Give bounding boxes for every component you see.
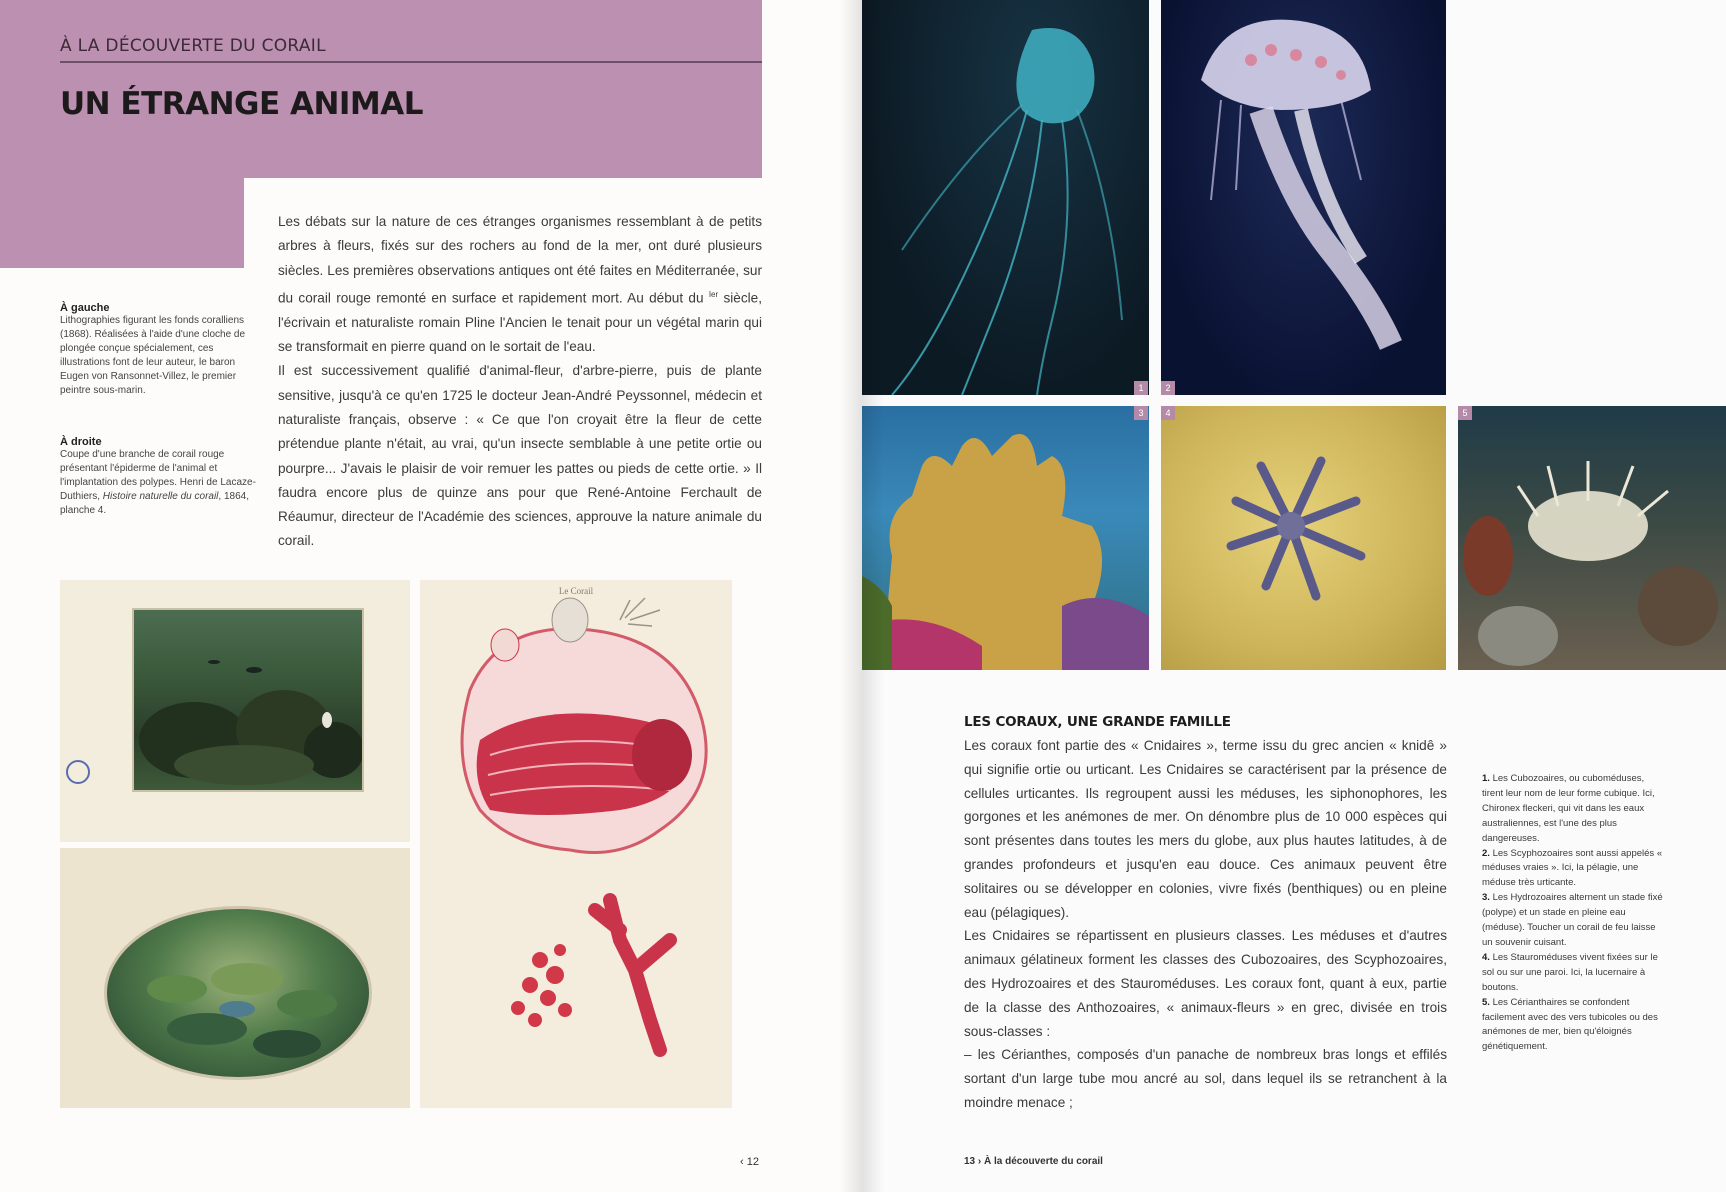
intro-paragraph-2: Il est successivement qualifié d'animal-fleur, d'arbre-pierre, puis de plante sensitive, jusqu'à ce qu'en 1725 le docteur Jean-André Peyssonnel, médecin et naturaliste français, observe : « Ce que l'on croyait être la fleur de cette prétendue plante n'était, au vrai, qu'un insecte semblable à une petite ortie ou pourpre... J'avais le plaisir de voir remuer les pattes ou pieds de cette ortie. » Il faudra encore plus de quinze ans pour que René-Antoine Ferchault de Réaumur, directeur de l'Académie des sciences, approuve la nature animale du corail. bbox=[278, 363, 762, 549]
family-body-text bbox=[964, 734, 1447, 1115]
kicker-rule bbox=[60, 61, 762, 63]
lithograph-underwater-1 bbox=[60, 580, 410, 842]
caption-right-title: À droite bbox=[60, 436, 102, 448]
page-number-right: 13 › À la découverte du corail bbox=[964, 1156, 1103, 1167]
caption-left-title: À gauche bbox=[60, 302, 110, 314]
intro-text bbox=[278, 210, 762, 554]
photo-badge-3: 3 bbox=[1134, 406, 1148, 420]
red-coral-illustration bbox=[420, 580, 732, 1108]
photo-stauromedusa bbox=[1161, 406, 1446, 670]
page-title: UN ÉTRANGE ANIMAL bbox=[60, 86, 424, 122]
photo-caption-2: 2. Les Scyphozoaires sont aussi appelés « méduses vraies ». Ici, la pélagie, une méduse très urticante. bbox=[1482, 847, 1663, 889]
lithograph-underwater-2 bbox=[60, 848, 410, 1108]
page-number-left: ‹ 12 bbox=[740, 1156, 759, 1168]
photo-caption-5: 5. Les Cérianthaires se confondent facilement avec des vers tubicoles ou des anémones de mer, bien qu'éloignés génétiquement. bbox=[1482, 996, 1658, 1053]
plate-title: Le Corail bbox=[558, 586, 594, 596]
section-kicker: À LA DÉCOUVERTE DU CORAIL bbox=[60, 36, 326, 56]
section-heading: LES CORAUX, UNE GRANDE FAMILLE bbox=[964, 714, 1231, 730]
photo-badge-2: 2 bbox=[1161, 381, 1175, 395]
coral-reef-scene-1 bbox=[134, 610, 362, 790]
family-paragraph-1: Les coraux font partie des « Cnidaires », terme issu du grec ancien « knidê » qui signifie ortie ou urticant. Les Cnidaires se caractérisent par la présence de cellules urticantes. Ils regroupent aussi les méduses, les siphonophores, les gorgones et les anémones de mer. On dénombre plus de 10 000 espèces qui sont présentes dans toutes les mers du globe, aux plus hautes latitudes, à de grandes profondeurs et jusqu'en eau douce. Ces animaux peuvent être solitaires ou se développer en colonies, vivre fixés (benthiques) ou en pleine eau (pélagiques). bbox=[964, 738, 1447, 920]
photo-badge-5: 5 bbox=[1458, 406, 1472, 420]
caption-left-text: Lithographies figurant les fonds coralliens (1868). Réalisées à l'aide d'une cloche de plongée conçue spécialement, ces illustrations font de leur auteur, le baron Eugen von Ransonnet-Villez, le premier peintre sous-marin. bbox=[60, 315, 246, 396]
photo-pelagia-jellyfish bbox=[1161, 0, 1446, 395]
book-gutter bbox=[840, 0, 884, 1192]
stamp-icon bbox=[66, 760, 90, 784]
intro-paragraph-1: Les débats sur la nature de ces étranges organismes ressemblant à de petits arbres à fleurs, fixés sur des rochers au fond de la mer, ont duré plusieurs siècles. Les premières observations antiques ont été faites en Méditerranée, sur du corail rouge remonté en surface et rapidement mort. Au début du $^{Ier}$ siècle, l'écrivain et naturaliste romain Pline l'Ancien le tenait pour un végétal marin qui se transformait en pierre quand on le sortait de l'eau. bbox=[278, 214, 762, 355]
caption-right-text: Coupe d'une branche de corail rouge présentant l'épiderme de l'animal et l'implantation des polypes. Henri de Lacaze-Duthiers, Histoire naturelle du corail, 1864, planche 4. bbox=[60, 449, 256, 516]
photo-caption-3: 3. Les Hydrozoaires alternent un stade fixé (polype) et un stade en pleine eau (méduse). Toucher un corail de feu laisse un souvenir cuisant. bbox=[1482, 892, 1663, 948]
header-band-extension bbox=[0, 178, 244, 268]
photo-caption-1: 1. Les Cubozoaires, ou cuboméduses, tirent leur nom de leur forme cubique. Ici, Chironex fleckeri, qui vit dans les eaux australiennes, est l'une des plus dangereuses. bbox=[1482, 773, 1655, 844]
photo-badge-4: 4 bbox=[1161, 406, 1175, 420]
photo-captions bbox=[1482, 772, 1664, 1055]
photo-box-jellyfish bbox=[862, 0, 1149, 395]
coral-anatomy-plate bbox=[420, 580, 732, 1108]
caption-left bbox=[60, 302, 260, 398]
family-paragraph-2: Les Cnidaires se répartissent en plusieurs classes. Les méduses et d'autres animaux gélatineux forment les classes des Cubozoaires, des Scyphozoaires, des Hydrozoaires et des Stauroméduses. Les coraux font, quant à eux, partie de la classe des Anthozoaires, « animaux-fleurs » en grec, divisée en trois sous-classes : bbox=[964, 928, 1447, 1039]
photo-fire-coral bbox=[862, 406, 1149, 670]
oval-reef-scene bbox=[104, 906, 372, 1080]
photo-badge-1: 1 bbox=[1134, 381, 1148, 395]
caption-right bbox=[60, 436, 260, 518]
photo-cerianthid bbox=[1458, 406, 1726, 670]
photo-caption-4: 4. Les Stauroméduses vivent fixées sur le sol ou sur une paroi. Ici, la lucernaire à boutons. bbox=[1482, 951, 1658, 993]
family-paragraph-3: – les Cérianthes, composés d'un panache de nombreux bras longs et effilés sortant d'un large tube mou ancré au sol, dans lequel ils se retranchent à la moindre menace ; bbox=[964, 1047, 1447, 1110]
